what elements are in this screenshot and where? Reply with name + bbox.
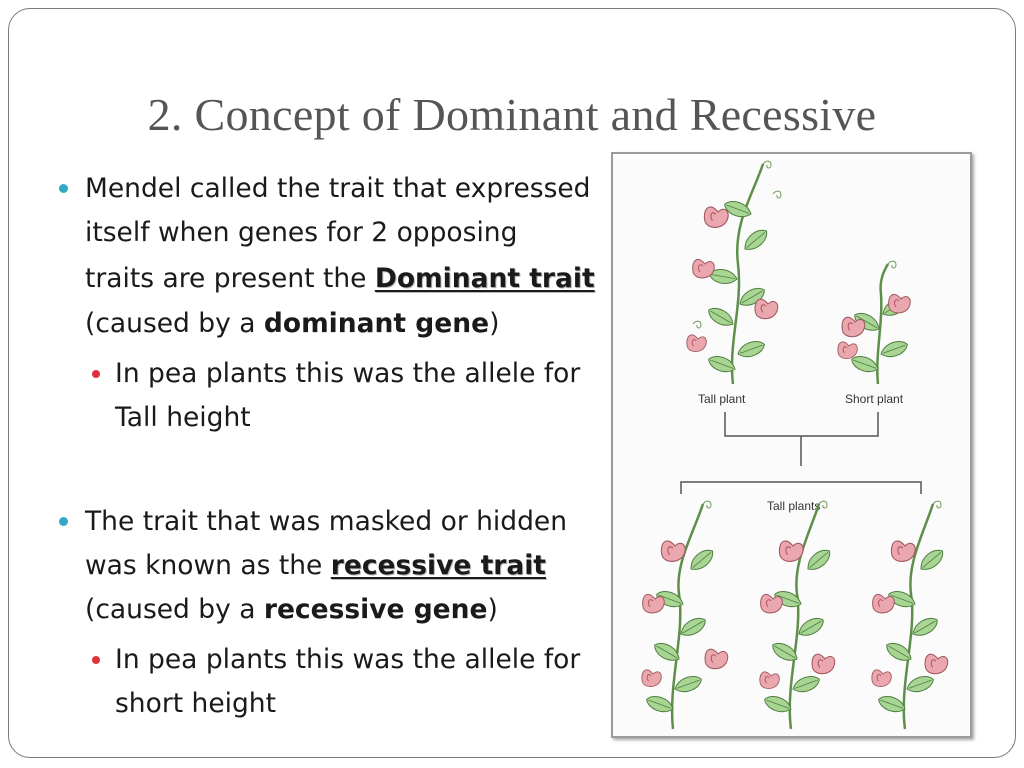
recessive-gene-term: recessive gene <box>263 594 488 625</box>
dominant-gene-term: dominant gene <box>263 308 490 339</box>
offspring-plant-1 <box>642 501 728 729</box>
pea-plant-cross-illustration <box>611 152 972 738</box>
dominant-trait-term: Dominant trait <box>374 263 595 294</box>
bullet-marker <box>59 184 68 193</box>
sub-bullet-1-line-2: Tall height <box>115 402 251 433</box>
bullet-1-line-4 <box>85 307 499 341</box>
pea-plant-diagram <box>613 154 970 736</box>
slide-title: 2. Concept of Dominant and Recessive <box>147 89 877 140</box>
bullet-1-line-3 <box>85 262 595 296</box>
offspring-plant-3 <box>872 501 948 729</box>
bullet-1-line-3-text: traits are present the <box>85 263 375 294</box>
tall-parent-plant <box>687 161 781 406</box>
tall-plant-label: Tall plant <box>698 392 746 406</box>
bullet-2-line-3 <box>85 593 498 627</box>
bullet-1-line-4-suffix: ) <box>489 308 500 339</box>
bullet-marker <box>59 517 68 526</box>
sub-bullet-2-line-1: In pea plants this was the allele for <box>115 644 581 675</box>
bullet-2-line-3-suffix: ) <box>487 594 498 625</box>
bullet-1-line-2: itself when genes for 2 opposing <box>85 217 518 248</box>
bullet-2-line-2-text: was known as the <box>85 550 331 581</box>
cross-lines <box>681 412 921 494</box>
bullet-1-line-1: Mendel called the trait that expressed <box>85 173 591 204</box>
short-plant-label: Short plant <box>845 392 904 406</box>
bullet-2-line-1: The trait that was masked or hidden <box>85 506 568 537</box>
bullet-2-line-3-prefix: (caused by a <box>85 594 264 625</box>
short-parent-plant <box>838 261 911 406</box>
recessive-trait-term: recessive trait <box>330 550 546 581</box>
sub-bullet-marker <box>92 656 100 664</box>
bullet-1-line-4-prefix: (caused by a <box>85 308 264 339</box>
sub-bullet-marker <box>92 370 100 378</box>
tall-plants-label: Tall plants <box>767 499 821 513</box>
offspring-plant-2 <box>760 501 835 729</box>
sub-bullet-1-line-1: In pea plants this was the allele for <box>115 358 581 389</box>
sub-bullet-2-line-2: short height <box>115 688 276 719</box>
bullet-2-line-2 <box>85 549 546 583</box>
